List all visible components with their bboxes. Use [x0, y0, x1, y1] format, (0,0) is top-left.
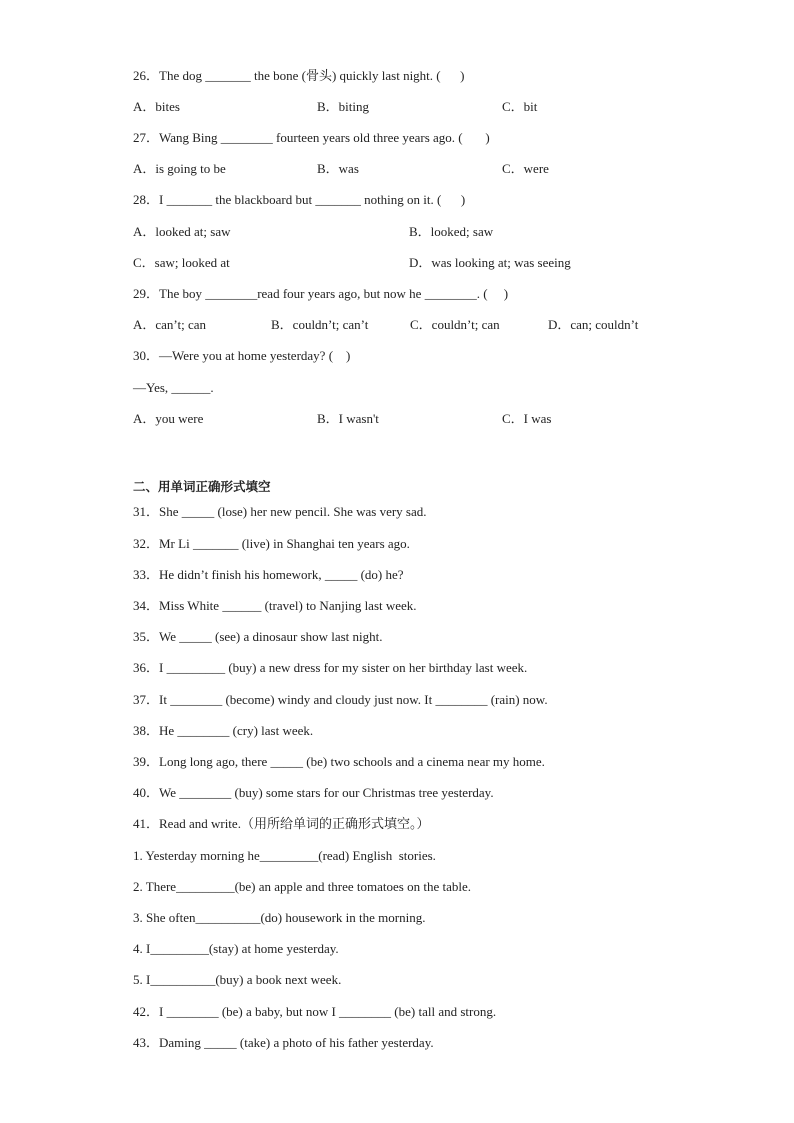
- fill-item-39: 39．Long long ago, there _____ (be) two schools and a cinema near my home.: [133, 754, 545, 769]
- question-26-option-b[interactable]: B．biting: [317, 99, 370, 114]
- question-28-option-c[interactable]: C．saw; looked at: [133, 255, 230, 270]
- fill-item-41-1: 1. Yesterday morning he_________(read) English stories.: [133, 848, 436, 863]
- question-26-option-c[interactable]: C．bit: [502, 99, 538, 114]
- question-30-stem: 30．—Were you at home yesterday? ( ): [133, 348, 351, 363]
- section-2-heading: 二、用单词正确形式填空: [133, 479, 271, 494]
- fill-item-38: 38．He ________ (cry) last week.: [133, 723, 314, 738]
- fill-item-36: 36．I _________ (buy) a new dress for my sister on her birthday last week.: [133, 660, 528, 675]
- fill-item-33: 33．He didn’t finish his homework, _____ (do) he?: [133, 567, 404, 582]
- question-27-stem: 27．Wang Bing ________ fourteen years old three years ago. ( ): [133, 130, 490, 145]
- fill-item-31: 31．She _____ (lose) her new pencil. She was very sad.: [133, 504, 427, 519]
- fill-item-41-2: 2. There_________(be) an apple and three tomatoes on the table.: [133, 879, 472, 894]
- question-27-option-a[interactable]: A．is going to be: [133, 161, 226, 176]
- fill-item-43: 43．Daming _____ (take) a photo of his father yesterday.: [133, 1035, 434, 1050]
- fill-item-41: 41．Read and write.（用所给单词的正确形式填空。）: [133, 816, 430, 831]
- question-29-stem: 29．The boy ________read four years ago, but now he ________. ( ): [133, 286, 509, 301]
- fill-item-41-3: 3. She often__________(do) housework in the morning.: [133, 910, 426, 925]
- question-29-option-b[interactable]: B．couldn’t; can’t: [271, 317, 369, 332]
- fill-item-41-4: 4. I_________(stay) at home yesterday.: [133, 941, 339, 956]
- fill-item-42: 42．I ________ (be) a baby, but now I ________ (be) tall and strong.: [133, 1004, 497, 1019]
- question-30-option-a[interactable]: A．you were: [133, 411, 204, 426]
- question-29-option-d[interactable]: D．can; couldn’t: [548, 317, 639, 332]
- question-28-option-a[interactable]: A．looked at; saw: [133, 224, 231, 239]
- question-30-option-c[interactable]: C．I was: [502, 411, 552, 426]
- question-29-option-c[interactable]: C．couldn’t; can: [410, 317, 500, 332]
- fill-item-32: 32．Mr Li _______ (live) in Shanghai ten years ago.: [133, 536, 410, 551]
- question-26-option-a[interactable]: A．bites: [133, 99, 180, 114]
- fill-item-41-5: 5. I__________(buy) a book next week.: [133, 972, 342, 987]
- fill-item-35: 35．We _____ (see) a dinosaur show last night.: [133, 629, 383, 644]
- fill-item-37: 37．It ________ (become) windy and cloudy just now. It ________ (rain) now.: [133, 692, 548, 707]
- question-27-option-b[interactable]: B．was: [317, 161, 359, 176]
- fill-item-40: 40．We ________ (buy) some stars for our Christmas tree yesterday.: [133, 785, 494, 800]
- question-30-reply: —Yes, ______.: [133, 380, 214, 395]
- question-28-stem: 28．I _______ the blackboard but _______ nothing on it. ( ): [133, 192, 466, 207]
- fill-item-34: 34．Miss White ______ (travel) to Nanjing last week.: [133, 598, 417, 613]
- question-30-option-b[interactable]: B．I wasn't: [317, 411, 379, 426]
- question-26-stem: 26．The dog _______ the bone (骨头) quickly last night. ( ): [133, 68, 465, 83]
- question-28-option-b[interactable]: B．looked; saw: [409, 224, 494, 239]
- question-28-option-d[interactable]: D．was looking at; was seeing: [409, 255, 571, 270]
- question-27-option-c[interactable]: C．were: [502, 161, 549, 176]
- question-29-option-a[interactable]: A．can’t; can: [133, 317, 207, 332]
